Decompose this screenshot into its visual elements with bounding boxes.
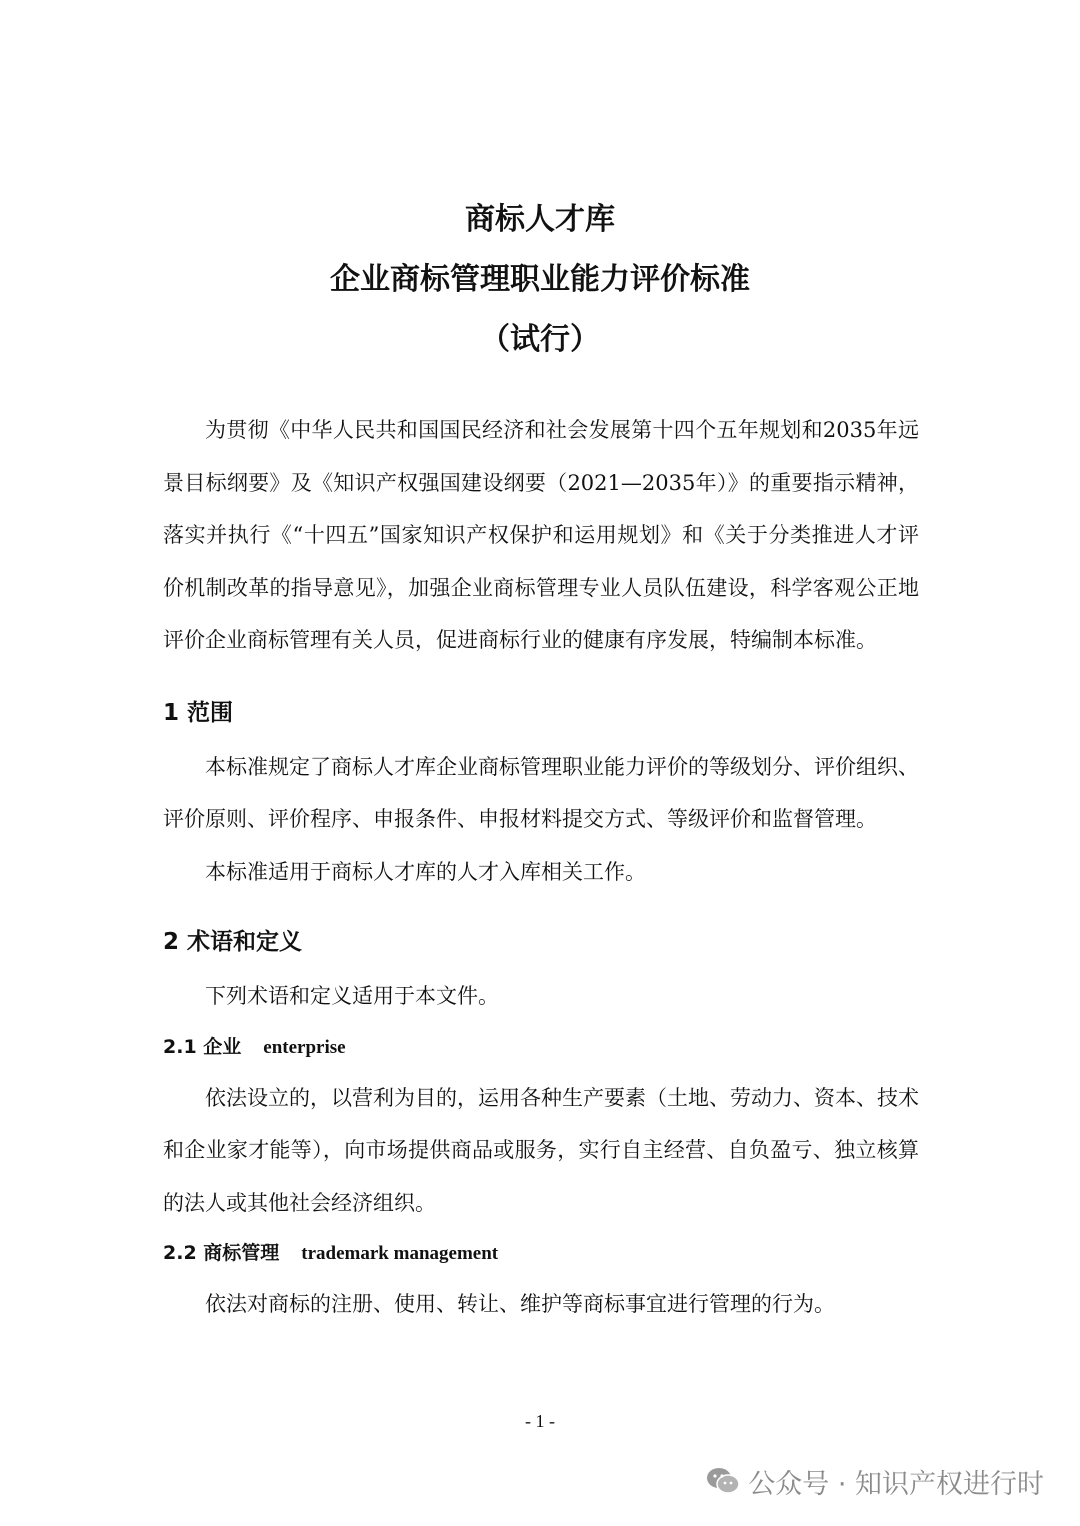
- subsection-heading-enterprise: [163, 1023, 919, 1072]
- scope-paragraph-2: 本标准适用于商标人才库的人才入库相关工作。: [205, 859, 646, 884]
- trademark-management-definition: 依法对商标的注册、使用、转让、维护等商标事宜进行管理的行为。: [205, 1292, 835, 1316]
- subsection-english: enterprise: [263, 1036, 346, 1058]
- enterprise-definition: 依法设立的，以营利为目的，运用各种生产要素（土地、劳动力、资本、技术和企业家才能等），向市场提供商品或服务，实行自主经营、自负盈亏、独立核算的法人或其他社会经济组织。: [163, 1085, 919, 1215]
- document-body: [163, 404, 919, 1331]
- subsection-title: 2.2 商标管理: [163, 1242, 280, 1264]
- subsection-heading-trademark-management: [163, 1229, 919, 1278]
- subsection-title: 2.1 企业: [163, 1035, 242, 1058]
- title-line-2: 企业商标管理职业能力评价标准: [330, 262, 750, 297]
- page-number: - 1 -: [525, 1411, 555, 1431]
- watermark-text: 公众号 · 知识产权进行时: [748, 1468, 1044, 1500]
- watermark: [706, 1456, 1044, 1506]
- title-line-1: 商标人才库: [465, 202, 615, 237]
- scope-paragraph-1: 本标准规定了商标人才库企业商标管理职业能力评价的等级划分、评价组织、评价原则、评价程序、申报条件、申报材料提交方式、等级评价和监督管理。: [163, 754, 919, 831]
- wechat-icon: [706, 1466, 740, 1496]
- document-title: [0, 190, 1080, 370]
- section-heading-scope: 1 范围: [163, 699, 234, 726]
- terms-paragraph: 下列术语和定义适用于本文件。: [205, 984, 499, 1008]
- intro-paragraph: 为贯彻《中华人民共和国国民经济和社会发展第十四个五年规划和2035年远景目标纲要》及《知识产权强国建设纲要（2021—2035年）》的重要指示精神，落实并执行《“十四五”国家知识产权保护和运用规划》和《关于分类推进人才评价机制改革的指导意见》，加强企业商标管理专业人员队伍建设，科学客观公正地评价企业商标管理有关人员，促进商标行业的健康有序发展，特编制本标准。: [163, 418, 919, 652]
- subsection-english: trademark management: [301, 1243, 499, 1264]
- section-heading-terms: 2 术语和定义: [163, 929, 303, 955]
- title-line-3: （试行）: [480, 322, 600, 357]
